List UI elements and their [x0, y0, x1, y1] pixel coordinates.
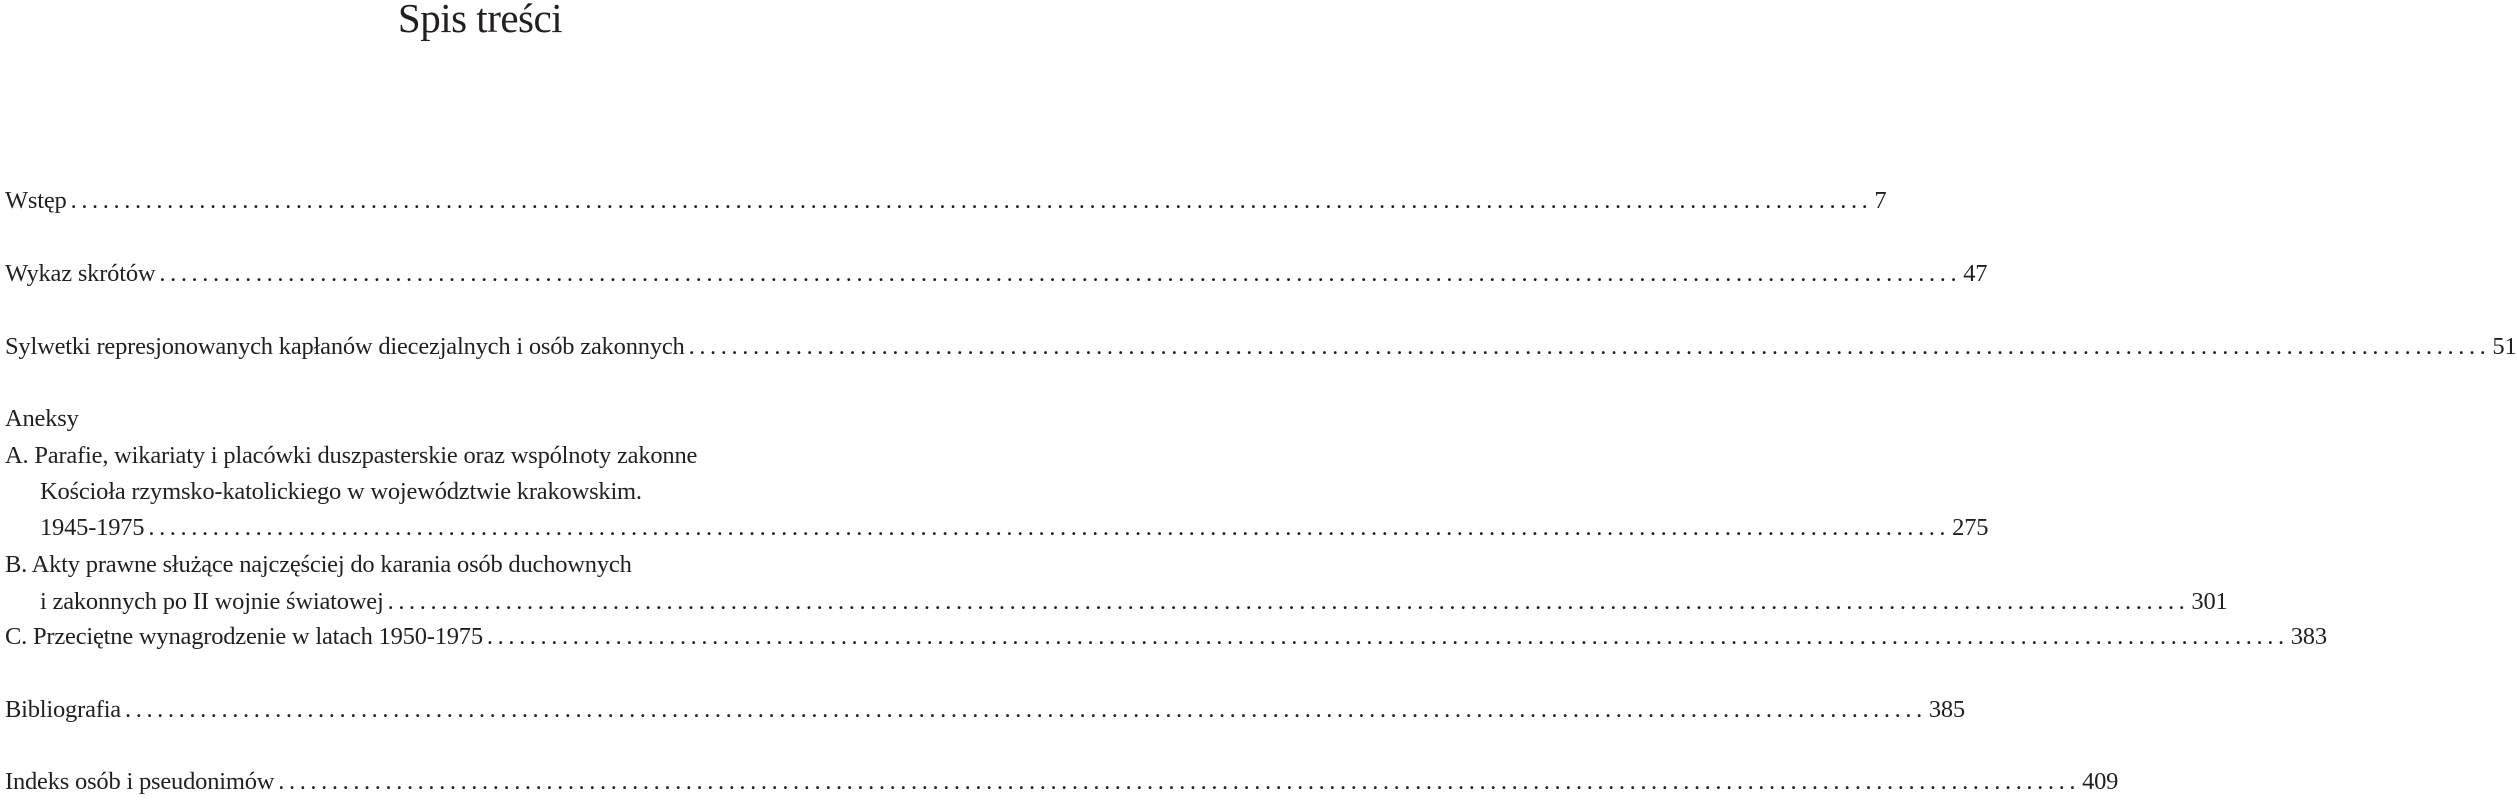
dot-leader: ........................................................................................................................................................................	[70, 187, 1873, 214]
toc-entry-aneks-b-line1[interactable]	[5, 549, 955, 581]
toc-entry-wstep[interactable]	[5, 185, 1887, 217]
toc-entry-label: Indeks osób i pseudonimów	[5, 768, 275, 795]
dot-leader: ........................................................................................................................................................................	[278, 768, 2081, 795]
toc-page-number: 409	[2082, 768, 2119, 795]
toc-entry-label: A. Parafie, wikariaty i placówki duszpasterskie oraz wspólnoty zakonne	[5, 442, 698, 469]
dot-leader: ........................................................................................................................................................................	[148, 514, 1951, 541]
toc-entry-aneks-b-line2[interactable]	[40, 586, 2228, 618]
toc-entry-indeks[interactable]	[5, 766, 2119, 798]
toc-entry-skroty[interactable]	[5, 258, 1988, 290]
dot-leader: ........................................................................................................................................................................	[486, 623, 2289, 650]
toc-entry-aneks-c[interactable]	[5, 621, 2327, 653]
toc-entry-label: Wstęp	[5, 187, 67, 214]
toc-page-number: 383	[2290, 623, 2327, 650]
dot-leader: ........................................................................................................................................................................	[688, 333, 2491, 360]
toc-page-number: 7	[1874, 187, 1887, 214]
toc-section-aneksy	[5, 403, 955, 435]
toc-entry-label: 1945-1975	[40, 514, 145, 541]
toc-entry-label: Sylwetki represjonowanych kapłanów diecezjalnych i osób zakonnych	[5, 333, 685, 360]
toc-page-number: 51	[2492, 333, 2517, 360]
page-title: Spis treści	[397, 0, 563, 41]
toc-entry-label: B. Akty prawne służące najczęściej do karania osób duchownych	[5, 551, 632, 578]
toc-entry-label: Wykaz skrótów	[5, 260, 156, 287]
toc-page-number: 385	[1928, 696, 1965, 723]
toc-entry-label: Bibliografia	[5, 696, 121, 723]
toc-entry-label: Kościoła rzymsko-katolickiego w województwie krakowskim.	[40, 478, 642, 505]
dot-leader: ........................................................................................................................................................................	[125, 696, 1927, 723]
toc-entry-aneks-a-line1[interactable]	[5, 440, 955, 472]
toc-entry-sylwetki[interactable]	[5, 331, 2517, 363]
toc-entry-label: i zakonnych po II wojnie światowej	[40, 588, 384, 615]
toc-entry-aneks-a-line3[interactable]	[40, 512, 1989, 544]
toc-entry-bibliografia[interactable]	[5, 694, 1965, 726]
toc-entry-aneks-a-line2[interactable]	[40, 476, 955, 508]
dot-leader: ........................................................................................................................................................................	[159, 260, 1962, 287]
toc-section-label: Aneksy	[5, 405, 79, 432]
dot-leader: ........................................................................................................................................................................	[387, 588, 2190, 615]
toc-page-number: 47	[1963, 260, 1988, 287]
toc-page-number: 301	[2191, 588, 2228, 615]
toc-page-number: 275	[1952, 514, 1989, 541]
toc-entry-label: C. Przeciętne wynagrodzenie w latach 1950-1975	[5, 623, 483, 650]
